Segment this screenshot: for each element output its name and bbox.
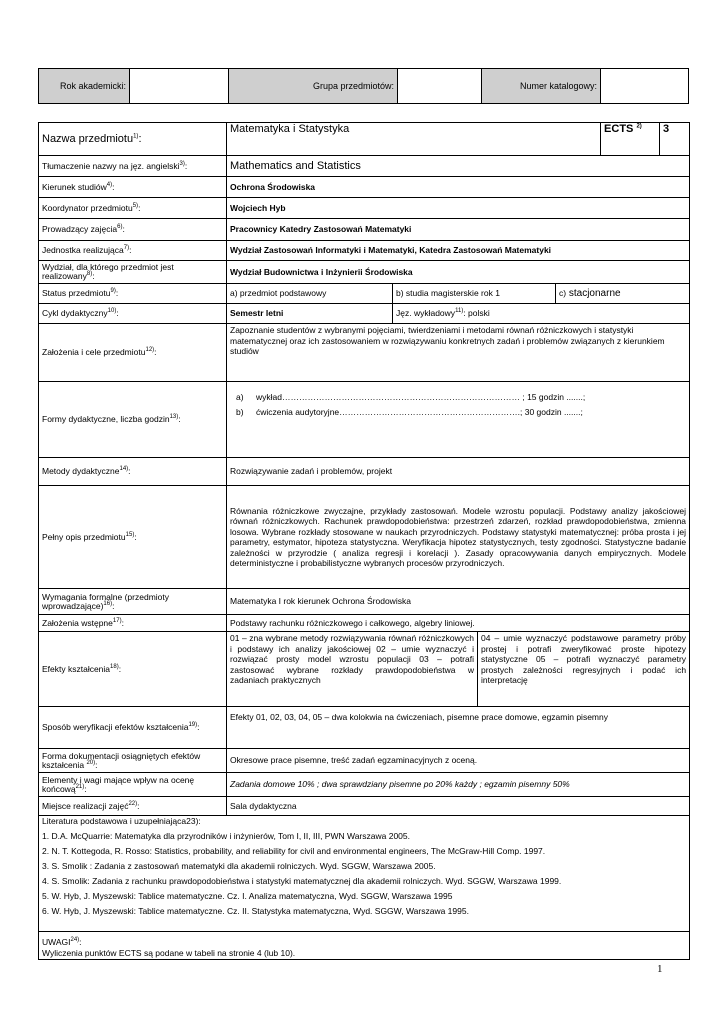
opis-label: Pełny opis przedmiotu$^{15)}$: xyxy=(39,486,227,589)
formy-value xyxy=(227,382,690,458)
literatura-item: 3. S. Smolik : Zadania z zastosowań matematyki dla akademii rolniczych. Wyd. SGGW, Warszawa 2005. xyxy=(42,860,436,871)
row-efekty xyxy=(39,632,690,707)
row-zalozenia-cele xyxy=(39,324,690,382)
kierunek-label: Kierunek studiów$^{4)}$: xyxy=(39,177,227,198)
row-prowadzacy xyxy=(39,219,690,241)
rok-akademicki-label: Rok akademicki: xyxy=(39,69,129,103)
row-miejsce xyxy=(39,797,690,816)
uwagi-cell xyxy=(39,932,690,960)
row-koordynator xyxy=(39,198,690,219)
row-formy xyxy=(39,382,690,458)
row-cykl xyxy=(39,304,690,324)
nazwa-value: Matematyka i Statystyka xyxy=(227,123,601,156)
status-c: c) stacjonarne xyxy=(556,284,690,304)
literatura-item: 2. N. T. Kottegoda, R. Rosso: Statistics, probability, and reliability for civil and environmental engineers, The McGraw-Hill Comp. 1997. xyxy=(42,845,546,856)
wymagania-label: Wymagania formalne (przedmioty wprowadzające)$^{16)}$: xyxy=(39,589,227,615)
miejsce-label: Miejsce realizacji zajęć$^{22)}$: xyxy=(39,797,227,816)
zalozenia-wstepne-label: Założenia wstępne$^{17)}$: xyxy=(39,615,227,632)
zalozenia-value: Zapoznanie studentów z wybranymi pojęciami, twierdzeniami i metodami równań różniczkowych i statystyki matematycznej oraz ich zastosowaniem w rozwiązywaniu konkretnych zadań i problemów związanych z kierunkiem studiów xyxy=(227,324,690,382)
row-sposob xyxy=(39,707,690,749)
jezyk-wykladowy: Jęz. wykładowy$^{11)}$: polski xyxy=(393,304,690,324)
row-elementy xyxy=(39,773,690,797)
wydzial-label: Wydział, dla którego przedmiot jest realizowany$^{8)}$: xyxy=(39,261,227,284)
ects-label: ECTS $^{2)}$ xyxy=(601,123,660,156)
row-wydzial xyxy=(39,261,690,284)
elementy-label: Elementy i wagi mające wpływ na ocenę końcową$^{21)}$: xyxy=(39,773,227,797)
tlumaczenie-label: Tłumaczenie nazwy na jęz. angielski$^{3)}$: xyxy=(39,156,227,177)
status-label: Status przedmiotu$^{9)}$: xyxy=(39,284,227,304)
formy-label: Formy dydaktyczne, liczba godzin$^{13)}$: xyxy=(39,382,227,458)
efekty-right: 04 – umie wyznaczyć podstawowe parametry próby prostej i potrafi zweryfikować proste hipotezy statystyczne 05 – potrafi wyznaczyć parametry prostych zależności regresyjnych i podać ich interpretację xyxy=(478,632,690,707)
efekty-left: 01 – zna wybrane metody rozwiązywania równań różniczkowych i podstawy ich analizy jakościowej 02 – umie wyznaczyć i rozwiązać prosty model wzrostu populacji 03 – potrafi zastosować wybrane rozkłady prawdopodobieństwa w zadaniach praktycznych xyxy=(227,632,478,707)
literatura-cell xyxy=(39,816,690,932)
nazwa-label: Nazwa przedmiotu$^{1)}$: xyxy=(39,123,227,156)
numer-katalogowy-label: Numer katalogowy: xyxy=(482,69,600,103)
formy-b: ćwiczenia audytoryjne……………………………………………………….; 30 godzin .......; xyxy=(256,407,583,417)
wydzial-value: Wydział Budownictwa i Inżynierii Środowiska xyxy=(227,261,690,284)
rok-akademicki-value[interactable] xyxy=(129,69,229,103)
wymagania-value: Matematyka I rok kierunek Ochrona Środowiska xyxy=(227,589,690,615)
uwagi-label: UWAGI$^{24)}$: xyxy=(42,937,82,947)
grupa-przedmiotow-value[interactable] xyxy=(397,69,482,103)
jednostka-value: Wydział Zastosowań Informatyki i Matematyki, Katedra Zastosowań Matematyki xyxy=(227,241,690,261)
numer-katalogowy-value[interactable] xyxy=(600,69,688,103)
kierunek-value: Ochrona Środowiska xyxy=(227,177,690,198)
literatura-item: 6. W. Hyb, J. Myszewski: Tablice matematyczne. Cz. II. Statystyka matematyczna, Wyd. SGGW, Warszawa 1995. xyxy=(42,905,469,916)
page-number: 1 xyxy=(657,963,663,975)
zalozenia-label: Założenia i cele przedmiotu$^{12)}$: xyxy=(39,324,227,382)
formy-a: wykład………………………………………………………………………… ; 15 godzin .......; xyxy=(256,392,586,402)
row-status xyxy=(39,284,690,304)
row-nazwa xyxy=(39,123,690,156)
sposob-label: Sposób weryfikacji efektów kształcenia$^{19)}$: xyxy=(39,707,227,749)
metody-label: Metody dydaktyczne$^{14)}$: xyxy=(39,458,227,486)
course-table xyxy=(38,122,690,960)
opis-value: Równania różniczkowe zwyczajne, przykłady zastosowań. Modele wzrostu populacji. Podstawy analizy jakościowej równań różniczkowych. Rachunek prawdopodobieństwa: przestrzeń zdarzeń, rozkład prawdopodobieństwa, zmienna losowa. Wybrane rozkłady stosowane w naukach przyrodniczych. Podstawy statystyki matematycznej: próba prosta i jej parametry, estymator, hipoteza statystyczna. Weryfikacja hipotez statystycznych, testy zgodności. Statystyczne badanie zależności w przyrodzie ( analiza regresji i korelacji ). Zasady opracowywania danych empirycznych. Modele deterministyczne i probabilistyczne wybranych procesów przyrodniczych. xyxy=(227,486,690,589)
tlumaczenie-value: Mathematics and Statistics xyxy=(227,156,690,177)
row-wymagania xyxy=(39,589,690,615)
status-a: a) przedmiot podstawowy xyxy=(227,284,393,304)
literatura-item: 5. W. Hyb, J. Myszewski: Tablice matematyczne. Cz. I. Analiza matematyczna, Wyd. SGGW, Warszawa 1995 xyxy=(42,890,453,901)
forma-value: Okresowe prace pisemne, treść zadań egzaminacyjnych z oceną. xyxy=(227,749,690,773)
status-b: b) studia magisterskie rok 1 xyxy=(393,284,556,304)
zalozenia-wstepne-value: Podstawy rachunku różniczkowego i całkowego, algebry liniowej. xyxy=(227,615,690,632)
forma-label: Forma dokumentacji osiągniętych efektów kształcenia $^{20)}$: xyxy=(39,749,227,773)
prowadzacy-value: Pracownicy Katedry Zastosowań Matematyki xyxy=(227,219,690,241)
metody-value: Rozwiązywanie zadań i problemów, projekt xyxy=(227,458,690,486)
row-literatura xyxy=(39,816,690,932)
sposob-value: Efekty 01, 02, 03, 04, 05 – dwa kolokwia na ćwiczeniach, pisemne prace domowe, egzamin pisemny xyxy=(227,707,690,749)
koordynator-value: Wojciech Hyb xyxy=(227,198,690,219)
header-row xyxy=(38,68,689,104)
row-opis xyxy=(39,486,690,589)
row-tlumaczenie xyxy=(39,156,690,177)
formy-a-letter: a) xyxy=(236,392,244,402)
elementy-value: Zadania domowe 10% ; dwa sprawdziany pisemne po 20% każdy ; egzamin pisemny 50% xyxy=(227,773,690,797)
cykl-label: Cykl dydaktyczny$^{10)}$: xyxy=(39,304,227,324)
jednostka-label: Jednostka realizująca$^{7)}$: xyxy=(39,241,227,261)
literatura-item: 1. D.A. McQuarrie: Matematyka dla przyrodników i inżynierów, Tom I, II, III, PWN Warszawa 2005. xyxy=(42,830,410,841)
row-metody xyxy=(39,458,690,486)
literatura-title: Literatura podstawowa i uzupełniająca23): xyxy=(42,816,201,826)
literatura-item: 4. S. Smolik: Zadania z rachunku prawdopodobieństwa i statystyki matematycznej dla akademii rolniczych. Wyd. SGGW, Warszawa 1999. xyxy=(42,875,562,886)
koordynator-label: Koordynator przedmiotu$^{5)}$: xyxy=(39,198,227,219)
grupa-przedmiotow-label: Grupa przedmiotów: xyxy=(229,69,397,103)
row-kierunek xyxy=(39,177,690,198)
ects-value: 3 xyxy=(660,123,690,156)
row-jednostka xyxy=(39,241,690,261)
miejsce-value: Sala dydaktyczna xyxy=(227,797,690,816)
cykl-value: Semestr letni xyxy=(227,304,393,324)
uwagi-value: Wyliczenia punktów ECTS są podane w tabeli na stronie 4 (lub 10). xyxy=(42,947,296,958)
row-zalozenia-wstepne xyxy=(39,615,690,632)
row-uwagi xyxy=(39,932,690,960)
row-forma xyxy=(39,749,690,773)
prowadzacy-label: Prowadzący zajęcia$^{6)}$: xyxy=(39,219,227,241)
efekty-label: Efekty kształcenia$^{18)}$: xyxy=(39,632,227,707)
formy-b-letter: b) xyxy=(236,407,244,417)
